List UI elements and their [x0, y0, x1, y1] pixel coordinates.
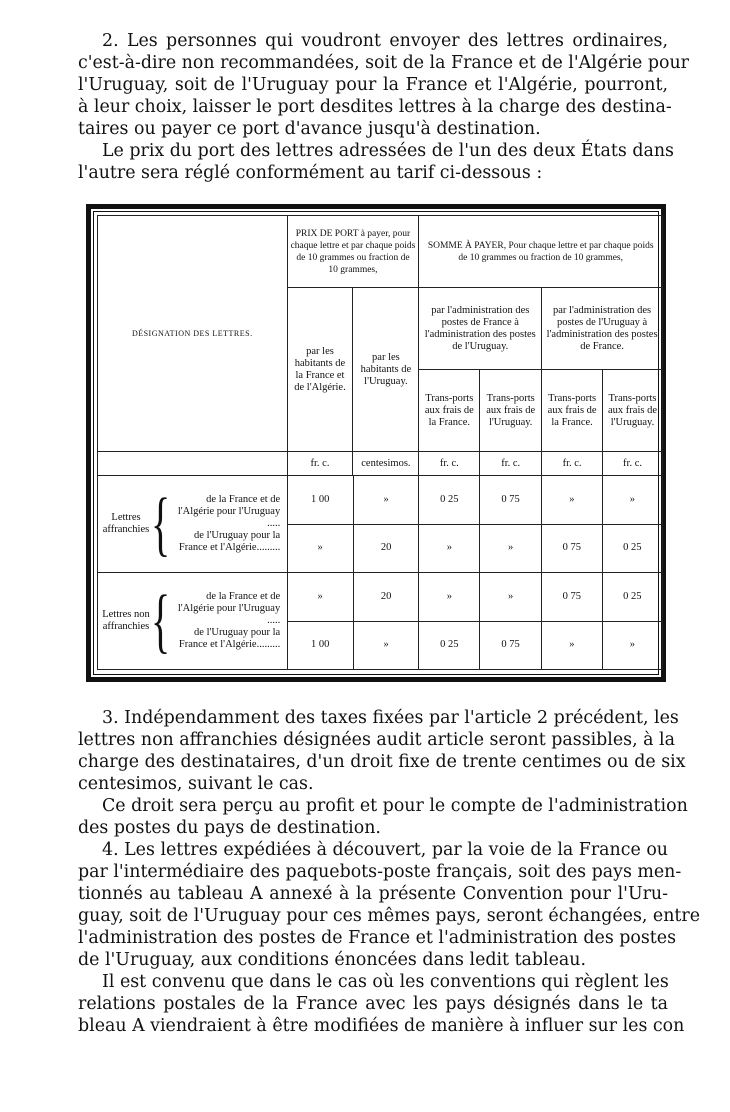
- value-cell: 0 75: [541, 573, 602, 621]
- hab-france-header: par les habitants de la France et de l'Algérie.: [287, 288, 353, 452]
- sub-label-ur: de l'Uruguay pour la France et l'Algérie.........: [178, 627, 281, 650]
- value-cell: »: [419, 573, 480, 621]
- value-cell: 0 75: [480, 476, 542, 524]
- affranchies-values: [287, 476, 662, 573]
- par-uruguay-header: par l'administration des postes de l'Uruguay à l'administration des postes de France.: [542, 288, 663, 370]
- prix-header: PRIX DE PORT à payer, pour chaque lettre et par chaque poids de 10 grammes ou fraction de 10 grammes,: [287, 216, 419, 288]
- text-line: guay, soit de l'Uruguay pour ces mêmes pays, seront échangées, entre: [78, 906, 701, 926]
- paragraph-3: [78, 707, 686, 795]
- category-affranchies: Lettres affranchies: [102, 512, 150, 535]
- sub-label-fr: de la France et de l'Algérie pour l'Uruguay .....: [177, 591, 281, 626]
- value-cell: »: [353, 476, 419, 524]
- unit-cell: fr. c.: [480, 452, 542, 476]
- non-affranchies-values: [287, 573, 662, 670]
- value-cell: »: [602, 621, 662, 669]
- tariff-table: [97, 215, 663, 670]
- text-line: centesimos, suivant le cas.: [78, 774, 314, 794]
- brace-icon: {: [151, 482, 171, 564]
- text-line: des postes du pays de destination.: [78, 818, 381, 838]
- value-cell: »: [602, 476, 662, 524]
- text-line: l'Uruguay, soit de l'Uruguay pour la France et l'Algérie, pourront,: [78, 75, 668, 95]
- text-line: par l'intermédiaire des paquebots-poste français, soit des pays men-: [78, 862, 682, 882]
- text-line: taires ou payer ce port d'avance jusqu'à destination.: [78, 119, 541, 139]
- text-line: tionnés au tableau A annexé à la présente Convention pour l'Uru-: [78, 884, 668, 904]
- values-subtable: [288, 573, 662, 669]
- text-line: l'administration des postes de France et l'administration des postes: [78, 928, 677, 948]
- paragraph-3b: [78, 795, 688, 839]
- text-line: Le prix du port des lettres adressées de l'un des deux États dans: [102, 141, 674, 161]
- value-cell: »: [353, 621, 419, 669]
- value-cell: 0 25: [602, 524, 662, 572]
- values-subtable: [288, 476, 662, 572]
- text-line: Ce droit sera perçu au profit et pour le compte de l'administration: [102, 796, 688, 816]
- value-cell: »: [480, 573, 542, 621]
- value-cell: 0 75: [480, 621, 542, 669]
- value-cell: 1 00: [288, 476, 354, 524]
- trans-france-2: Trans-ports aux frais de la France.: [542, 370, 603, 452]
- value-cell: »: [541, 621, 602, 669]
- value-cell: 0 25: [419, 476, 480, 524]
- paragraph-2b: [78, 140, 674, 184]
- text-line: 2. Les personnes qui voudront envoyer des lettres ordinaires,: [102, 31, 668, 51]
- designation-header: DÉSIGNATION DES LETTRES.: [98, 216, 288, 452]
- sublabels: [170, 494, 280, 554]
- value-cell: 1 00: [288, 621, 354, 669]
- value-cell: »: [288, 524, 354, 572]
- text-line: à leur choix, laisser le port desdites lettres à la charge des destina-: [78, 97, 672, 117]
- empty-cell: [98, 452, 288, 476]
- text-line: lettres non affranchies désignées audit article seront passibles, à la: [78, 730, 675, 750]
- sub-label-ur: de l'Uruguay pour la France et l'Algérie.........: [178, 530, 281, 553]
- unit-cell: fr. c.: [603, 452, 663, 476]
- text-line: c'est-à-dire non recommandées, soit de la France et de l'Algérie pour: [78, 53, 689, 73]
- unit-cell: fr. c.: [542, 452, 603, 476]
- text-line: l'autre sera réglé conformément au tarif ci-dessous :: [78, 163, 543, 183]
- unit-cell: centesimos.: [353, 452, 419, 476]
- par-france-header: par l'administration des postes de France à l'administration des postes de l'Uruguay.: [419, 288, 542, 370]
- value-cell: »: [480, 524, 542, 572]
- somme-header: SOMME À PAYER, Pour chaque lettre et par chaque poids de 10 grammes ou fraction de 10 grammes,: [419, 216, 663, 288]
- category-non-affranchies: Lettres non affranchies: [102, 609, 150, 632]
- value-cell: »: [419, 524, 480, 572]
- paragraph-4: [78, 839, 701, 971]
- text-line: 4. Les lettres expédiées à découvert, par la voie de la France ou: [102, 840, 668, 860]
- row-label-non-affranchies: [98, 573, 288, 670]
- sub-label-fr: de la France et de l'Algérie pour l'Uruguay .....: [177, 494, 281, 529]
- unit-cell: fr. c.: [287, 452, 353, 476]
- trans-uruguay-2: Trans-ports aux frais de l'Uruguay.: [603, 370, 663, 452]
- paragraph-4b: [78, 971, 685, 1037]
- text-line: relations postales de la France avec les pays désignés dans le ta: [78, 994, 668, 1014]
- hab-uruguay-header: par les habitants de l'Uruguay.: [353, 288, 419, 452]
- paragraph-2: [78, 30, 689, 140]
- value-cell: 20: [353, 524, 419, 572]
- text-line: charge des destinataires, d'un droit fixe de trente centimes ou de six: [78, 752, 686, 772]
- tariff-table-frame: [86, 204, 666, 682]
- value-cell: 0 75: [541, 524, 602, 572]
- sublabels: [170, 591, 280, 651]
- value-cell: 0 25: [602, 573, 662, 621]
- value-cell: »: [288, 573, 354, 621]
- unit-cell: fr. c.: [419, 452, 480, 476]
- value-cell: 0 25: [419, 621, 480, 669]
- brace-icon: {: [151, 579, 171, 661]
- trans-france-1: Trans-ports aux frais de la France.: [419, 370, 480, 452]
- text-line: Il est convenu que dans le cas où les conventions qui règlent les: [102, 972, 669, 992]
- row-label-affranchies: [98, 476, 288, 573]
- text-line: bleau A viendraient à être modifiées de manière à influer sur les con: [78, 1016, 685, 1036]
- value-cell: 20: [353, 573, 419, 621]
- value-cell: »: [541, 476, 602, 524]
- text-line: 3. Indépendamment des taxes fixées par l'article 2 précédent, les: [102, 708, 679, 728]
- text-line: de l'Uruguay, aux conditions énoncées dans ledit tableau.: [78, 950, 587, 970]
- trans-uruguay-1: Trans-ports aux frais de l'Uruguay.: [480, 370, 542, 452]
